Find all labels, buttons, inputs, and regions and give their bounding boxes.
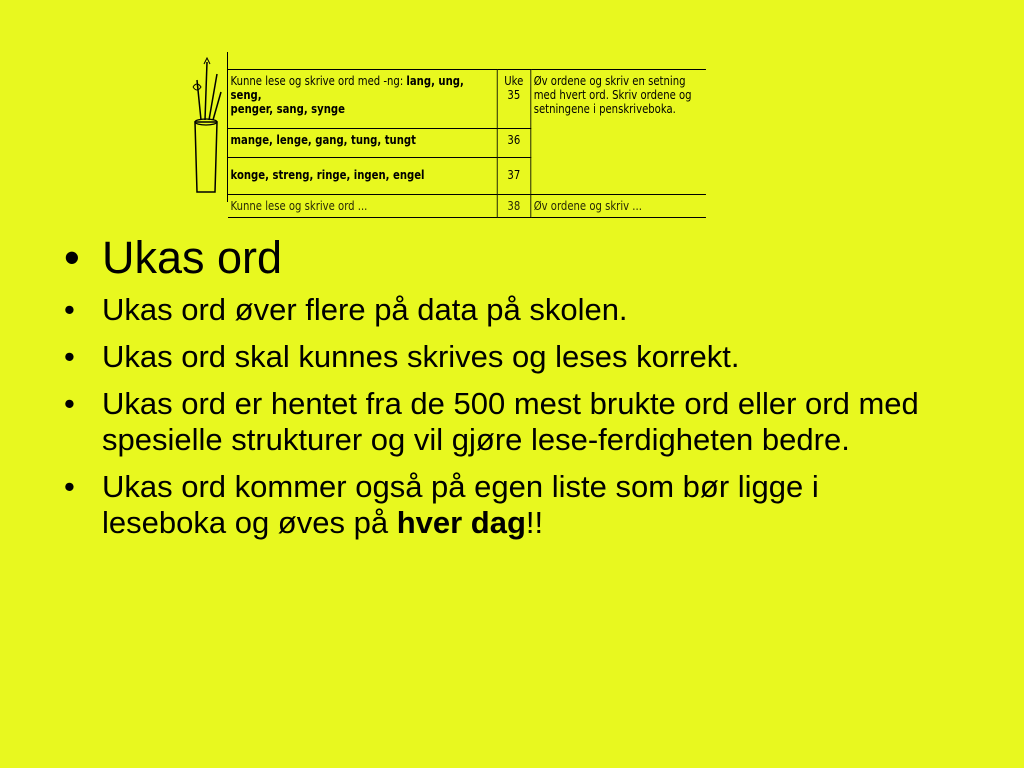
pencil-cup-icon [187,52,227,202]
emphasis-text: hver dag [396,505,526,540]
table-row: mange, lenge, gang, tung, tungt 36 [228,129,706,158]
bullet-item: • Ukas ord kommer også på egen liste som bør ligge i leseboka og øves på hver dag!! [60,469,940,541]
bullet-item: • Ukas ord skal kunnes skrives og leses korrekt. [60,339,940,375]
bullet-item: • Ukas ord er hentet fra de 500 mest brukte ord eller ord med spesielle strukturer og vil gjøre lese-ferdigheten bedre. [60,386,940,458]
weekly-words-table-image [187,52,797,213]
week-cell: Uke 35 [497,70,531,129]
table-row: konge, streng, ringe, ingen, engel 37 [228,158,706,195]
table-row: Kunne lese og skrive ord ... 38 Øv ordene og skriv ... [228,195,706,218]
bullet-title: • Ukas ord [60,232,940,284]
bullet-item: • Ukas ord øver flere på data på skolen. [60,292,940,328]
task-cell: Øv ordene og skriv en setning med hvert ord. Skriv ordene og setningene i penskriveboka. [531,70,706,195]
table-row [228,70,706,129]
weekly-words-table [228,69,706,218]
words-cell: Kunne lese og skrive ord med -ng: lang, ung, seng, penger, sang, synge [228,70,497,129]
bullet-list [60,232,940,552]
